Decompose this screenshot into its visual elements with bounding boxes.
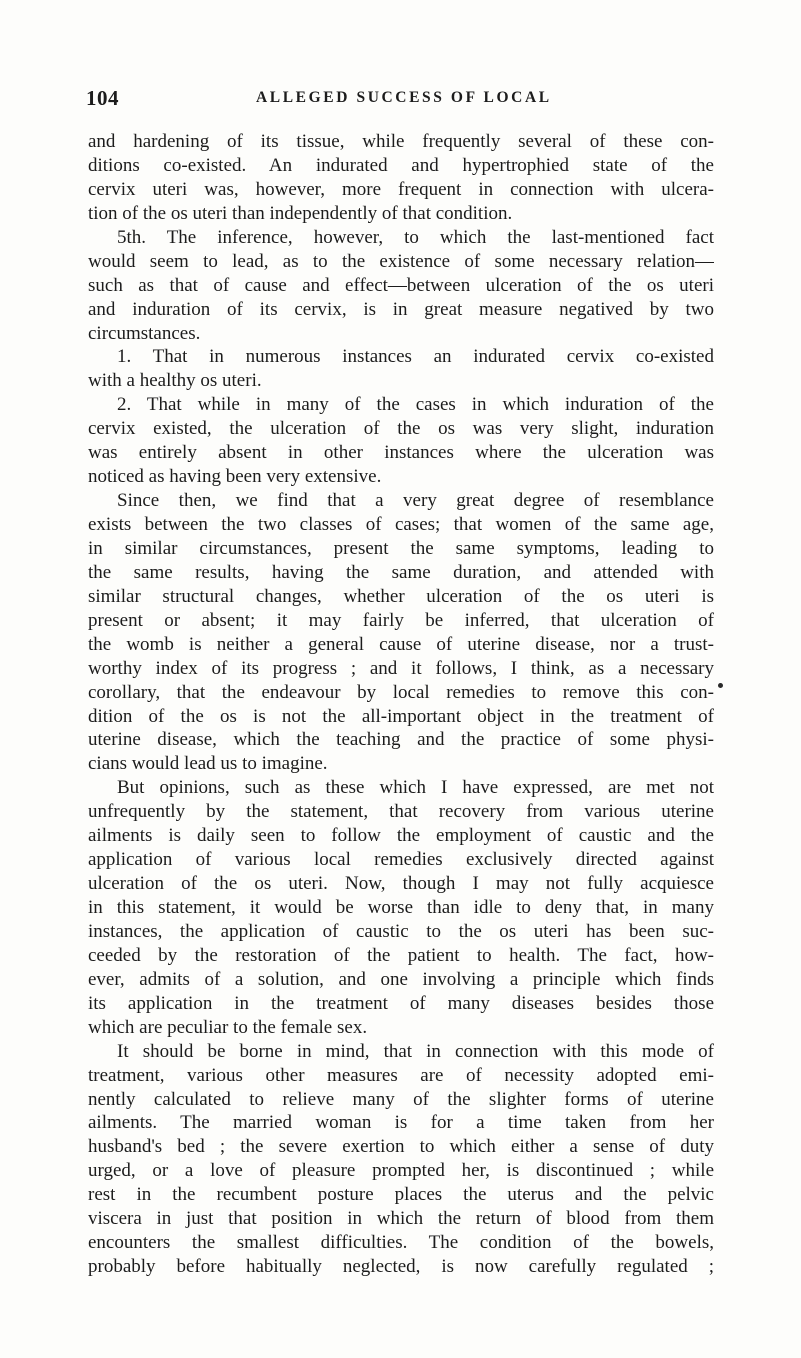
text-line: ever, admits of a solution, and one involving a principle which finds [88, 968, 714, 990]
running-title: ALLEGED SUCCESS OF LOCAL [256, 89, 552, 106]
text-line: urged, or a love of pleasure prompted her, is discontinued ; while [88, 1160, 714, 1182]
text-line: instances, the application of caustic to the os uteri has been suc- [88, 920, 714, 942]
text-line: 2. That while in many of the cases in which induration of the [117, 394, 714, 416]
text-line: Since then, we find that a very great degree of resemblance [117, 490, 714, 512]
text-line: with a healthy os uteri. [88, 370, 262, 392]
page-number: 104 [86, 86, 119, 110]
text-line: circumstances. [88, 322, 201, 344]
text-line: uterine disease, which the teaching and the practice of some physi- [88, 729, 714, 751]
text-line: tion of the os uteri than independently of that condition. [88, 202, 513, 224]
text-line: application of various local remedies exclusively directed against [88, 849, 714, 871]
text-line: probably before habitually neglected, is now carefully regulated ; [88, 1256, 714, 1278]
text-line: unfrequently by the statement, that recovery from various uterine [88, 801, 714, 823]
text-line: and induration of its cervix, is in great measure negatived by two [88, 298, 714, 320]
text-line: in this statement, it would be worse than idle to deny that, in many [88, 897, 714, 918]
text-line: 1. That in numerous instances an indurated cervix co-existed [117, 346, 714, 368]
text-line: noticed as having been very extensive. [88, 466, 382, 488]
text-line: would seem to lead, as to the existence of some necessary relation— [88, 250, 714, 272]
text-line: cians would lead us to imagine. [88, 753, 328, 775]
text-line: ceeded by the restoration of the patient to health. The fact, how- [88, 944, 714, 966]
text-line: It should be borne in mind, that in connection with this mode of [117, 1040, 714, 1062]
text-line: which are peculiar to the female sex. [88, 1016, 368, 1038]
text-line: exists between the two classes of cases; that women of the same age, [88, 514, 714, 535]
text-line: and hardening of its tissue, while frequently several of these con- [88, 131, 714, 152]
text-line: dition of the os is not the all-important object in the treatment of [88, 705, 714, 727]
text-line: nently calculated to relieve many of the slighter forms of uterine [88, 1088, 714, 1110]
text-line: rest in the recumbent posture places the uterus and the pelvic [88, 1184, 714, 1206]
text-line: present or absent; it may fairly be inferred, that ulceration of [88, 609, 714, 631]
text-line: its application in the treatment of many diseases besides those [88, 992, 714, 1014]
text-line: ulceration of the os uteri. Now, though I may not fully acquiesce [88, 873, 714, 895]
text-line: viscera in just that position in which the return of blood from them [88, 1208, 714, 1230]
text-line: encounters the smallest difficulties. The condition of the bowels, [88, 1232, 714, 1254]
running-head [86, 86, 715, 112]
text-line: worthy index of its progress ; and it follows, I think, as a necessary [88, 657, 714, 679]
text-line: the womb is neither a general cause of uterine disease, nor a trust- [88, 633, 714, 655]
text-line: ditions co-existed. An indurated and hypertrophied state of the [88, 154, 714, 176]
text-line: husband's bed ; the severe exertion to which either a sense of duty [88, 1136, 714, 1158]
text-line: cervix existed, the ulceration of the os was very slight, induration [88, 418, 714, 440]
text-line: the same results, having the same duration, and attended with [88, 561, 714, 583]
text-line: was entirely absent in other instances where the ulceration was [88, 442, 714, 464]
text-line: But opinions, such as these which I have expressed, are met not [117, 777, 714, 799]
text-line: in similar circumstances, present the same symptoms, leading to [88, 537, 714, 559]
text-line: treatment, various other measures are of necessity adopted emi- [88, 1064, 714, 1086]
ink-speck [718, 683, 723, 688]
text-line: 5th. The inference, however, to which the last-mentioned fact [117, 226, 714, 248]
text-line: such as that of cause and effect—between ulceration of the os uteri [88, 274, 714, 296]
text-line: ailments is daily seen to follow the employment of caustic and the [88, 825, 714, 847]
text-line: similar structural changes, whether ulceration of the os uteri is [88, 585, 714, 607]
text-line: ailments. The married woman is for a time taken from her [88, 1112, 714, 1134]
body-text [88, 130, 714, 1279]
text-line: cervix uteri was, however, more frequent in connection with ulcera- [88, 178, 714, 200]
text-line: corollary, that the endeavour by local remedies to remove this con- [88, 681, 714, 703]
